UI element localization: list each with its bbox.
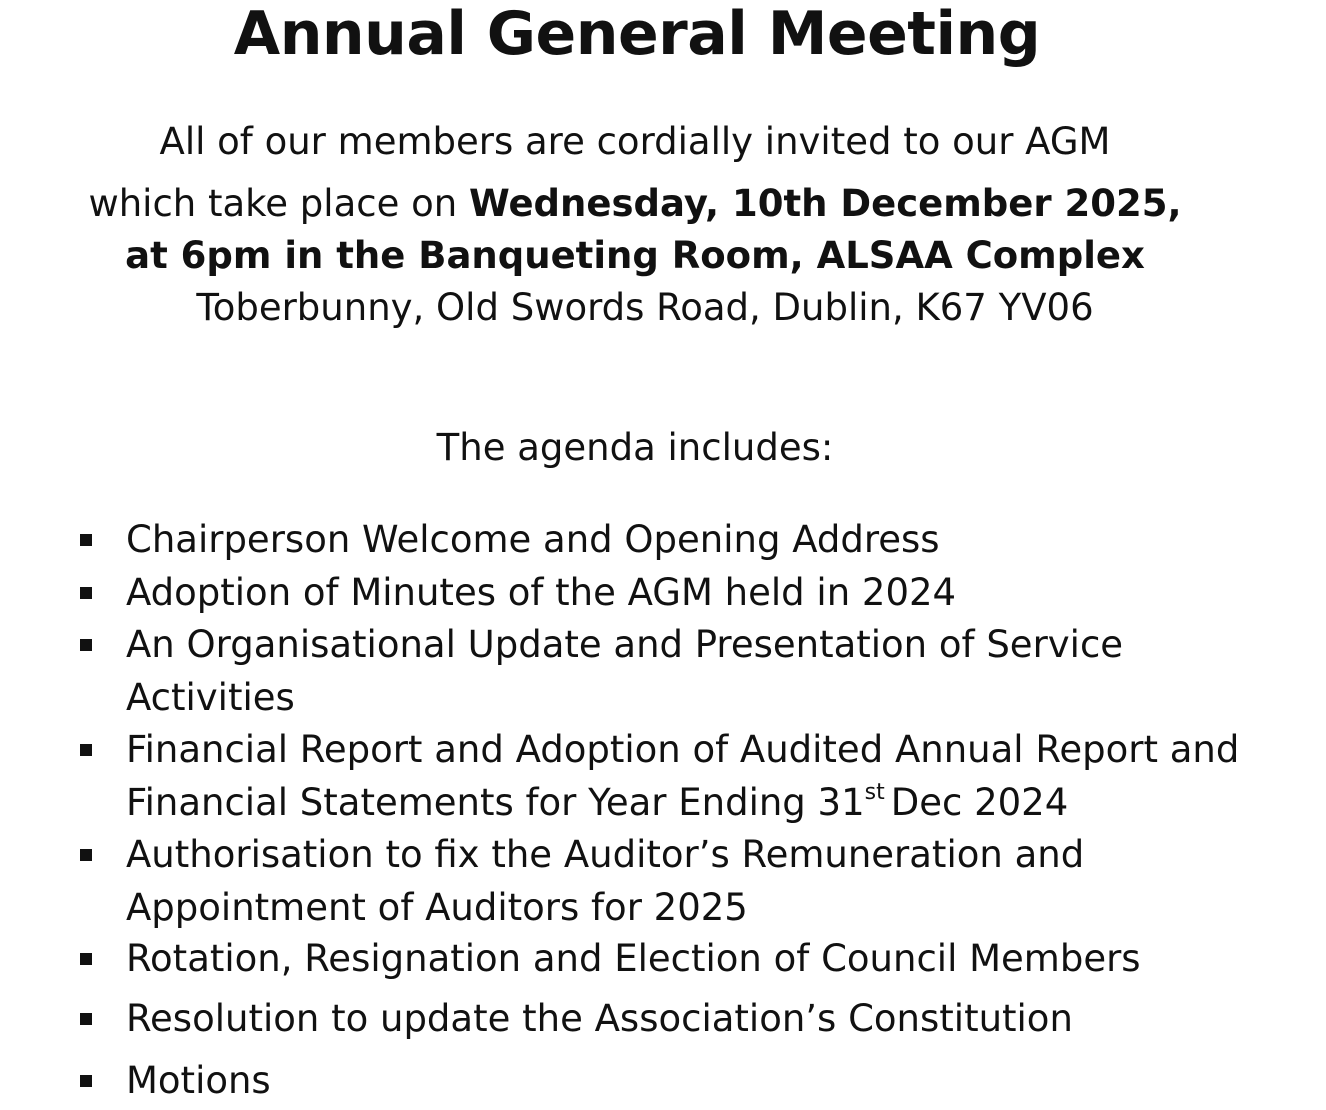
square-bullet-icon [80,534,92,546]
agenda-item-line-prefix: Financial Statements for Year Ending 31 [126,781,865,824]
invitation-date-prefix: which take place on [88,182,469,225]
square-bullet-icon [80,639,92,651]
invitation-line-2 [0,182,1270,226]
square-bullet-icon [80,1013,92,1025]
word: Remuneration [741,833,1003,876]
ordinal-suffix: st [864,780,885,805]
invitation-date: Wednesday, 10th December 2025, [468,182,1182,225]
agenda-item-text: Rotation, Resignation and Election of Council Members [126,937,1141,980]
agenda-item-text [126,723,1240,829]
agenda-item-text [126,828,1240,934]
agenda-item-line: Appointment of Auditors for 2025 [126,886,748,929]
word: Auditor’s [563,833,730,876]
agenda-item-line-suffix: Dec 2024 [890,781,1069,824]
agenda-item-text: Resolution to update the Association’s Constitution [126,997,1073,1040]
word: to [385,833,423,876]
agenda-item-text: Chairperson Welcome and Opening Address [126,518,940,561]
square-bullet-icon [80,1075,92,1087]
invitation-line-1: All of our members are cordially invited to our AGM [159,120,1111,163]
agenda-item-text: Motions [126,1059,271,1102]
invitation-venue: at 6pm in the Banqueting Room, ALSAA Complex [125,234,1145,277]
square-bullet-icon [80,744,92,756]
document-title: Annual General Meeting [233,0,1041,69]
word: and [1014,833,1085,876]
square-bullet-icon [80,953,92,965]
agenda-item-text: Adoption of Minutes of the AGM held in 2024 [126,571,957,614]
square-bullet-icon [80,849,92,861]
agenda-item-line: Activities [126,676,295,719]
agenda-heading: The agenda includes: [436,426,834,469]
word: Authorisation [126,833,374,876]
word: fix [434,833,480,876]
agenda-item-line [126,776,1240,829]
invitation-address: Toberbunny, Old Swords Road, Dublin, K67 YV06 [196,286,1094,329]
square-bullet-icon [80,587,92,599]
agenda-item-text [126,618,1240,724]
agenda-item-line: Financial Report and Adoption of Audited Annual Report and [126,728,1240,771]
agenda-item-line: An Organisational Update and Presentation of Service [126,623,1124,666]
word: the [491,833,553,876]
agenda-item-justified-line [126,828,1240,881]
